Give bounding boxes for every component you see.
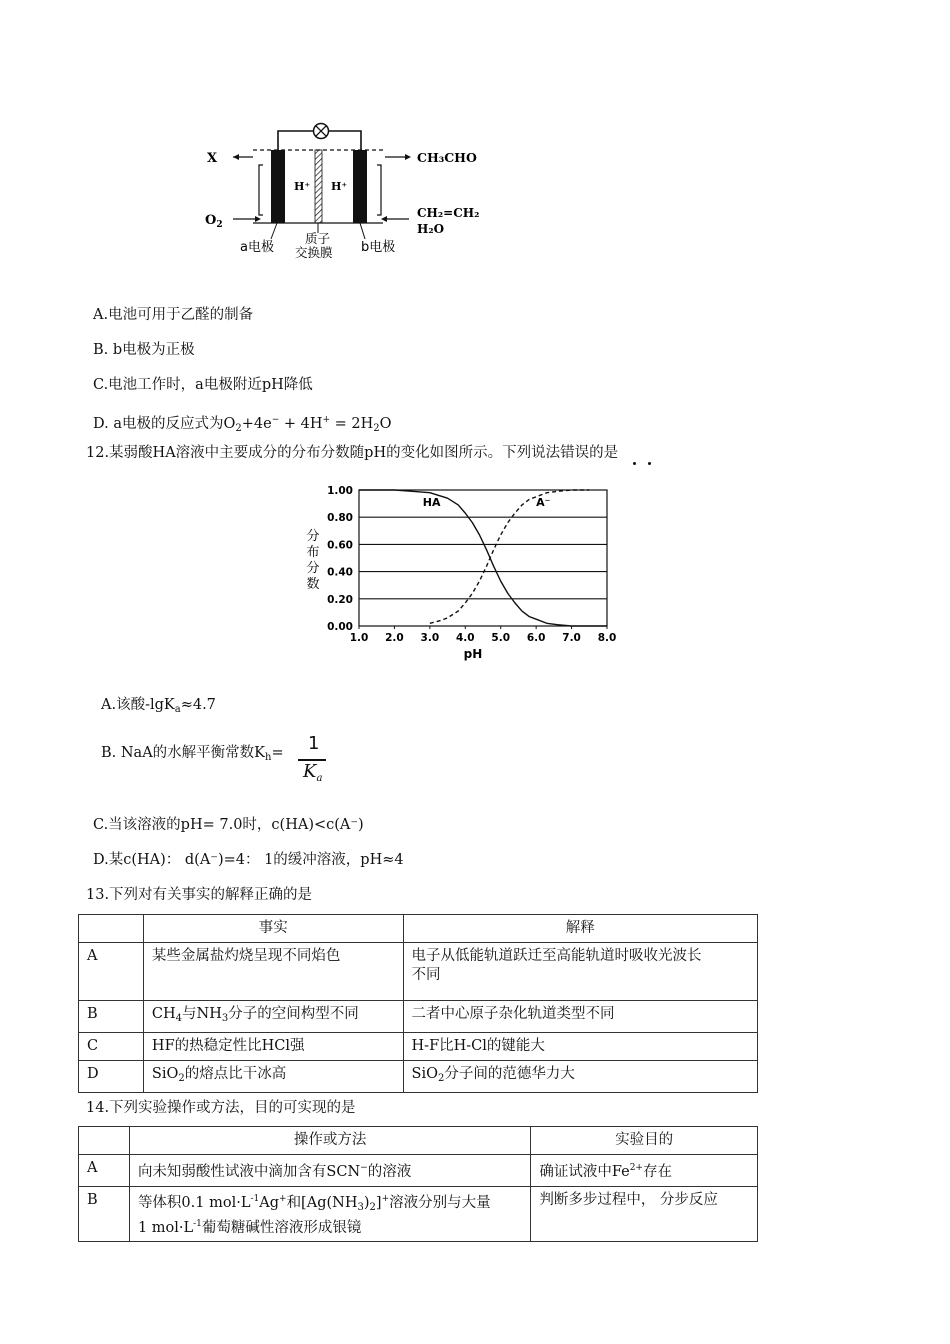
row-label: D bbox=[79, 1061, 144, 1093]
left-bracket bbox=[259, 165, 263, 215]
q13-stem: 13.下列对有关事实的解释正确的是 bbox=[86, 887, 313, 903]
explain-cell: SiO$_2$分子间的范德华力大 bbox=[403, 1061, 757, 1093]
label-o2: $O_2$ bbox=[205, 213, 223, 230]
y-tick-label: 0.00 bbox=[327, 621, 353, 633]
x-tick-label: 7.0 bbox=[562, 632, 581, 644]
fraction-numerator: 1 bbox=[308, 733, 320, 754]
y-axis-label-char: 分 bbox=[306, 529, 320, 544]
y-tick-label: 0.80 bbox=[327, 512, 353, 525]
q14-stem: 14.下列实验操作或方法，目的可实现的是 bbox=[86, 1100, 356, 1116]
explain-cell: 二者中心原子杂化轨道类型不同 bbox=[403, 1001, 757, 1033]
table-row bbox=[79, 1187, 758, 1242]
label-membrane-2: 交换膜 bbox=[295, 245, 333, 260]
table-row bbox=[79, 1061, 758, 1093]
plot-frame bbox=[359, 490, 607, 626]
q12-option-d: D.某c(HA)： d(A⁻)=4： 1的缓冲溶液，pH≈4 bbox=[93, 852, 404, 868]
header-cell: 事实 bbox=[143, 915, 403, 943]
label-x: X bbox=[207, 151, 218, 166]
operation-cell: 等体积0.1 $mol\cdot L^{-1}Ag^+$和$[Ag(NH_3)_2]^+$溶液分别与大量 1 $mol\cdot L^{-1}$葡萄糖碱性溶液形成银镜 bbox=[129, 1187, 530, 1242]
header-cell: 解释 bbox=[403, 915, 757, 943]
x-tick-label: 6.0 bbox=[526, 632, 546, 644]
table-header-row bbox=[79, 1127, 758, 1155]
header-cell: 实验目的 bbox=[531, 1127, 758, 1155]
row-label: A bbox=[79, 1155, 130, 1187]
y-axis-label-char: 分 bbox=[306, 561, 320, 576]
electrode-a bbox=[271, 150, 285, 223]
fraction-denominator: $K_a$ bbox=[303, 761, 323, 784]
series-label-ha: HA bbox=[422, 496, 441, 510]
emphasis-dot bbox=[648, 462, 651, 465]
q11-option-b: B. b电极为正极 bbox=[93, 342, 195, 358]
label-ch3cho: CH₃CHO bbox=[417, 150, 477, 165]
x-axis-label: pH bbox=[463, 647, 483, 661]
row-label: B bbox=[79, 1187, 130, 1242]
label-ethylene: CH₂=CH₂ bbox=[417, 206, 480, 220]
x-tick-label: 8.0 bbox=[597, 632, 617, 644]
y-tick-label: 1.00 bbox=[327, 485, 353, 497]
q12-option-b: B. NaA的水解平衡常数$K_h=$ bbox=[101, 745, 284, 763]
explain-cell: 电子从低能轨道跃迁至高能轨道时吸收光波长 不同 bbox=[403, 943, 757, 1001]
y-tick-label: 0.60 bbox=[327, 539, 353, 552]
header-cell: 操作或方法 bbox=[129, 1127, 530, 1155]
x-tick-label: 2.0 bbox=[385, 632, 404, 644]
table-row bbox=[79, 1033, 758, 1061]
q12-stem: 12.某弱酸HA溶液中主要成分的分布分数随pH的变化如图所示。下列说法错误的是 bbox=[86, 445, 619, 461]
y-axis-label-char: 数 bbox=[306, 577, 320, 592]
goal-cell: 确证试液中$Fe^{2+}$存在 bbox=[531, 1155, 758, 1187]
q12-option-c: C.当该溶液的pH= 7.0时，c(HA)<c(A⁻) bbox=[93, 817, 364, 833]
table-row bbox=[79, 943, 758, 1001]
q13-table bbox=[78, 914, 758, 1093]
x-tick-label: 1.0 bbox=[349, 632, 369, 644]
table-row bbox=[79, 1001, 758, 1033]
x-tick-label: 4.0 bbox=[455, 632, 475, 644]
label-water: H₂O bbox=[417, 222, 445, 236]
q14-table bbox=[78, 1126, 758, 1242]
fuel-cell-diagram bbox=[195, 115, 505, 265]
emphasis-dot bbox=[633, 462, 636, 465]
x-tick-label: 3.0 bbox=[420, 632, 440, 644]
q12-option-a: A.该酸-lgK$_a$≈4.7 bbox=[101, 697, 216, 715]
q11-option-c: C.电池工作时，a电极附近pH降低 bbox=[93, 377, 313, 393]
y-axis-label-char: 布 bbox=[306, 545, 320, 560]
label-membrane-1: 质子 bbox=[305, 231, 331, 246]
operation-cell: 向未知弱酸性试液中滴加含有SCN−的溶液 bbox=[129, 1155, 530, 1187]
q11-option-d: D. a电极的反应式为$O_2+4e^- + 4H^+ = 2H_2O$ bbox=[93, 415, 392, 434]
row-label: A bbox=[79, 943, 144, 1001]
y-tick-label: 0.20 bbox=[327, 593, 353, 606]
fact-cell: $CH_4$与$NH_3$分子的空间构型不同 bbox=[143, 1001, 403, 1033]
electrode-b bbox=[353, 150, 367, 223]
x-tick-label: 5.0 bbox=[491, 632, 511, 644]
label-electrode-b: b电极 bbox=[361, 240, 396, 255]
table-row bbox=[79, 1155, 758, 1187]
series-line-ha bbox=[359, 490, 607, 626]
q11-option-a: A.电池可用于乙醛的制备 bbox=[93, 307, 254, 323]
row-label: B bbox=[79, 1001, 144, 1033]
series-label-a-minus: A⁻ bbox=[536, 496, 551, 510]
header-cell bbox=[79, 1127, 130, 1155]
fact-cell: HF的热稳定性比HCl强 bbox=[143, 1033, 403, 1061]
proton-exchange-membrane bbox=[315, 150, 322, 223]
label-h-left: H⁺ bbox=[294, 180, 311, 193]
series-line-a-minus bbox=[430, 490, 589, 623]
distribution-chart bbox=[295, 478, 625, 668]
bulb-icon bbox=[314, 124, 329, 139]
row-label: C bbox=[79, 1033, 144, 1061]
label-electrode-a: a电极 bbox=[240, 240, 274, 255]
fact-cell: SiO$_2$的熔点比干冰高 bbox=[143, 1061, 403, 1093]
explain-cell: H-F比H-Cl的键能大 bbox=[403, 1033, 757, 1061]
right-bracket bbox=[377, 165, 381, 215]
y-tick-label: 0.40 bbox=[327, 566, 353, 579]
table-header-row bbox=[79, 915, 758, 943]
fact-cell: 某些金属盐灼烧呈现不同焰色 bbox=[143, 943, 403, 1001]
header-cell bbox=[79, 915, 144, 943]
goal-cell: 判断多步过程中， 分步反应 bbox=[531, 1187, 758, 1242]
label-h-right: H⁺ bbox=[331, 180, 348, 193]
